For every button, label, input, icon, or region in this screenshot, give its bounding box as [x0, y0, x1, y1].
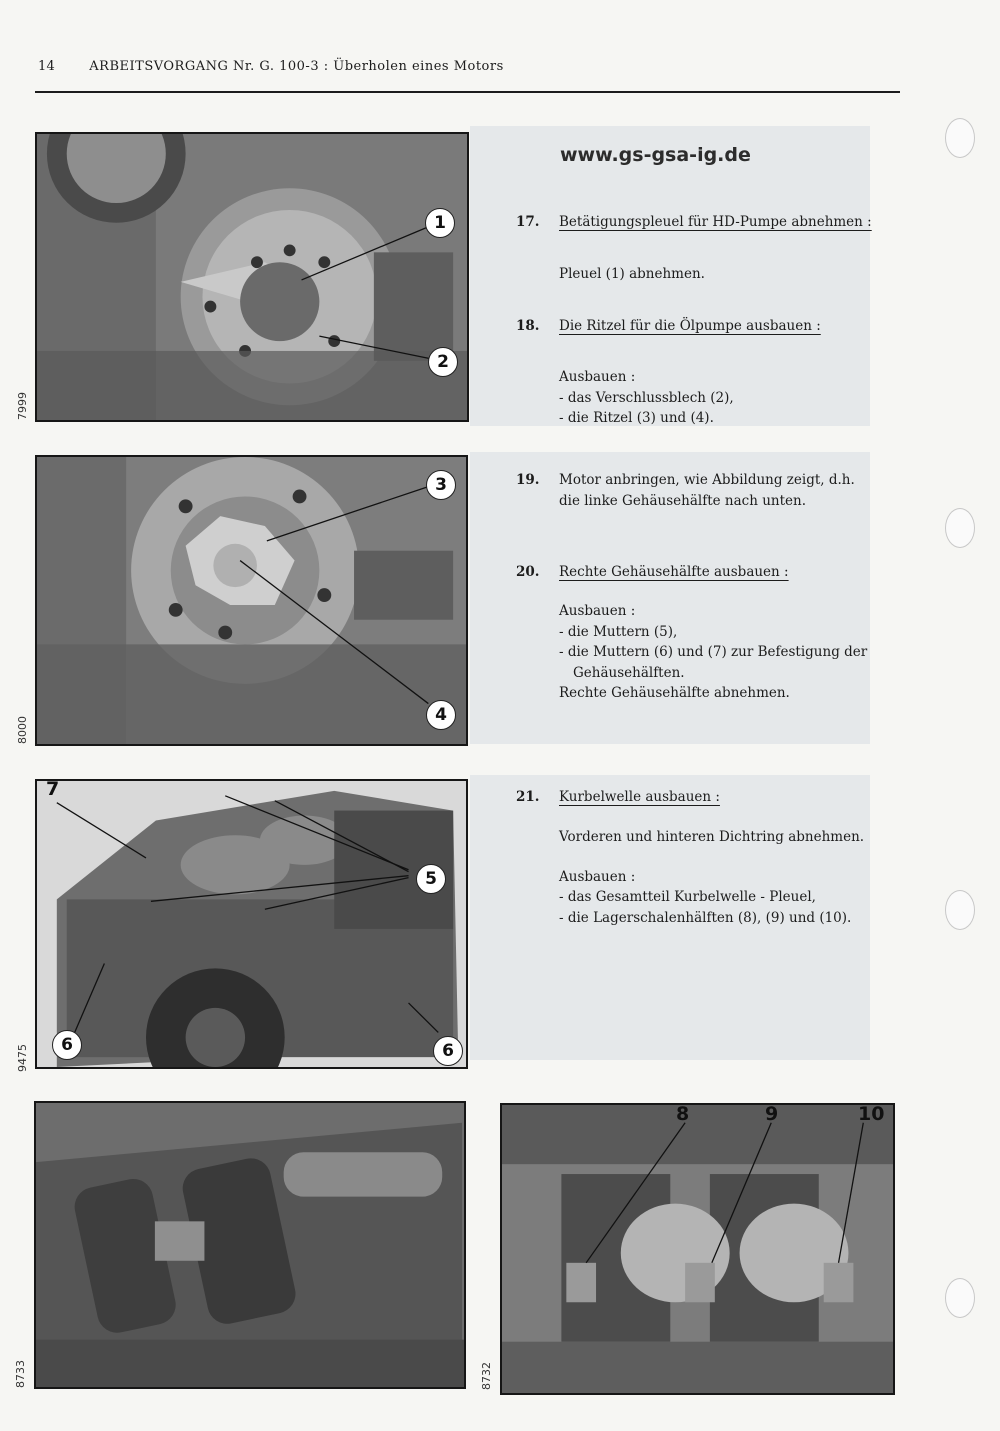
- step-heading: Betätigungspleuel für HD-Pumpe abnehmen :: [559, 214, 872, 230]
- photo-code: 8732: [480, 1362, 493, 1390]
- photo-oil-pump-cover: [35, 132, 469, 422]
- header-rule: [35, 91, 900, 93]
- step-line: - die Ritzel (3) und (4).: [559, 410, 714, 426]
- callout-4: 4: [426, 700, 456, 730]
- step-number: 20.: [516, 564, 540, 580]
- step-number: 19.: [516, 472, 540, 488]
- callout-3: 3: [426, 470, 456, 500]
- step-line: Pleuel (1) abnehmen.: [559, 266, 705, 282]
- step-heading: Kurbelwelle ausbauen :: [559, 789, 720, 805]
- photo-engine-case-halves: [35, 779, 468, 1069]
- step-line: - das Gesamtteil Kurbelwelle - Pleuel,: [559, 889, 816, 905]
- callout-9: 9: [765, 1103, 779, 1125]
- callout-10: 10: [858, 1103, 885, 1125]
- callout-6: 6: [52, 1030, 82, 1060]
- step-line: Ausbauen :: [559, 603, 636, 619]
- page-title: ARBEITSVORGANG Nr. G. 100-3 : Überholen eines Motors: [89, 59, 504, 74]
- step-19-body: [559, 470, 855, 511]
- step-heading: Rechte Gehäusehälfte ausbauen :: [559, 564, 789, 580]
- punch-hole: [945, 508, 975, 548]
- step-line: Motor anbringen, wie Abbildung zeigt, d.h.: [559, 472, 855, 488]
- punch-hole: [945, 1278, 975, 1318]
- step-line: Rechte Gehäusehälfte abnehmen.: [559, 685, 790, 701]
- step-line: Ausbauen :: [559, 369, 636, 385]
- step-21-body: [559, 827, 864, 928]
- callout-6: 6: [433, 1036, 463, 1066]
- step-number: 21.: [516, 789, 540, 805]
- punch-hole: [945, 890, 975, 930]
- step-line: - die Muttern (6) und (7) zur Befestigung der: [559, 644, 868, 660]
- step-line: - das Verschlussblech (2),: [559, 389, 734, 406]
- punch-hole: [945, 118, 975, 158]
- step-20-body: [559, 601, 867, 704]
- step-line: Vorderen und hinteren Dichtring abnehmen.: [559, 829, 865, 845]
- step-line: Ausbauen :: [559, 868, 636, 885]
- step-line: Gehäusehälften.: [573, 664, 685, 681]
- photo-code: 8733: [14, 1360, 27, 1388]
- step-heading: Die Ritzel für die Ölpumpe ausbauen :: [559, 318, 821, 334]
- photo-oil-pump-gears: [35, 455, 468, 746]
- photo-code: 7999: [16, 392, 29, 420]
- photo-bearing-shells: [500, 1103, 895, 1395]
- step-line: - die Muttern (5),: [559, 623, 678, 640]
- callout-2: 2: [428, 347, 458, 377]
- step-17-body: [559, 264, 705, 285]
- step-line: die linke Gehäusehälfte nach unten.: [559, 492, 807, 509]
- website-url: www.gs-gsa-ig.de: [560, 144, 751, 166]
- spacer: [559, 848, 864, 867]
- step-18-body: [559, 367, 734, 429]
- step-number: 18.: [516, 318, 540, 334]
- callout-5: 5: [416, 864, 446, 894]
- photo-crankshaft: [34, 1101, 466, 1389]
- callout-7: 7: [46, 778, 60, 800]
- callout-1: 1: [425, 208, 455, 238]
- photo-code: 9475: [16, 1044, 29, 1072]
- step-number: 17.: [516, 214, 540, 230]
- photo-code: 8000: [16, 716, 29, 744]
- page-number: 14: [38, 59, 55, 74]
- callout-8: 8: [676, 1103, 690, 1125]
- step-line: - die Lagerschalenhälften (8), (9) und (10).: [559, 909, 852, 926]
- page-header: [38, 59, 504, 74]
